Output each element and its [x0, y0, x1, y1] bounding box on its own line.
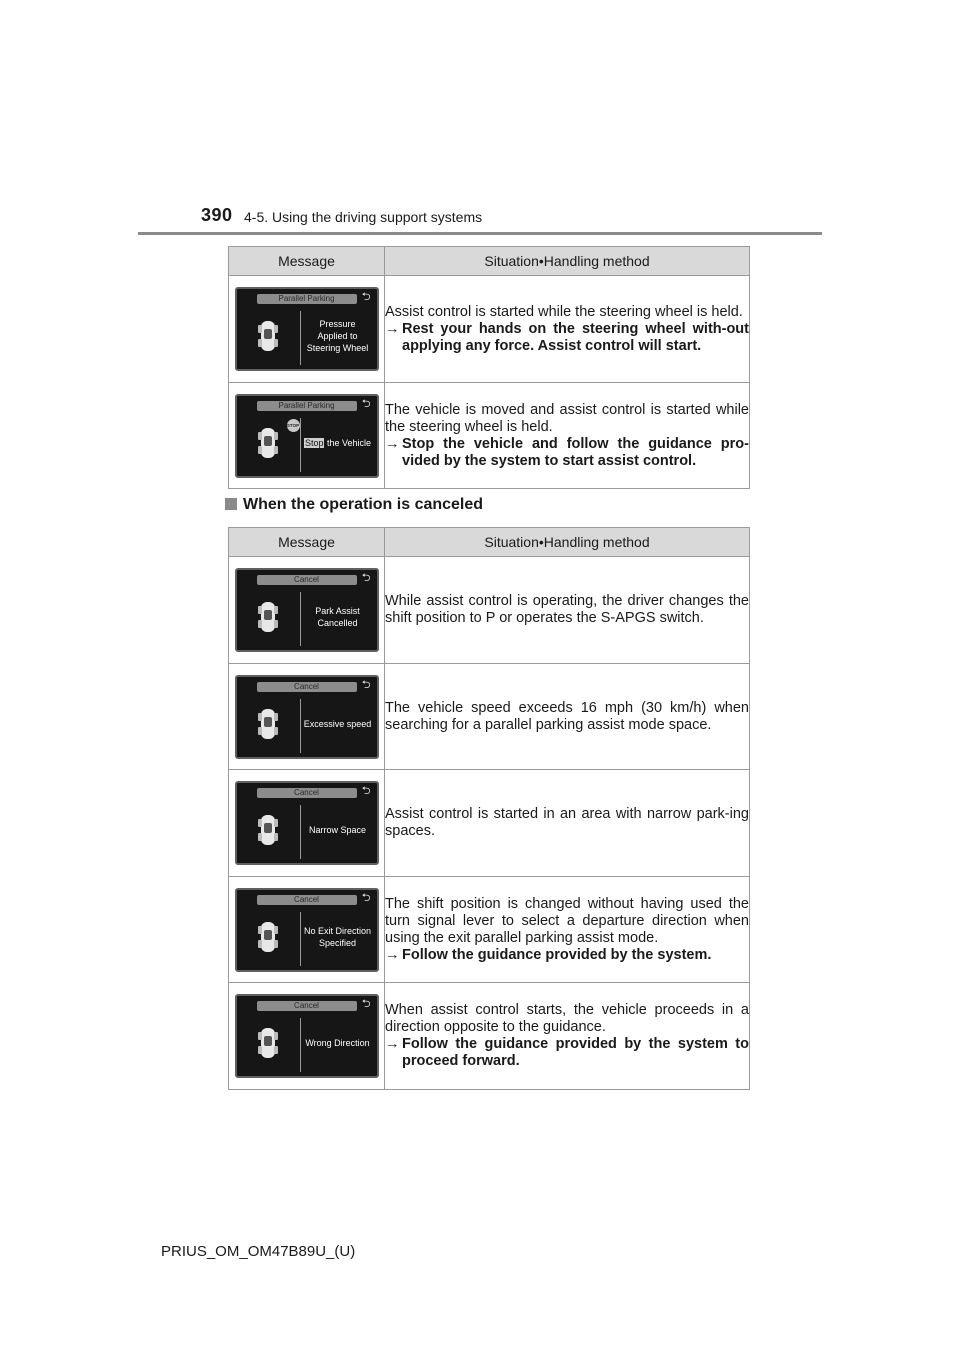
screen-message-line: Pressure [319, 319, 356, 329]
arrow-icon: → [385, 435, 400, 452]
wheel-mark [258, 833, 262, 841]
wheel-mark [258, 926, 262, 934]
wheel-mark [258, 620, 262, 628]
screen-message [303, 699, 373, 749]
car-icon [261, 922, 275, 952]
chapter-title: 4-5. Using the driving support systems [244, 209, 483, 225]
message-table-1 [228, 246, 750, 489]
situation-text: Assist control is started in an area with narrow park-ing spaces. [385, 806, 749, 839]
arrow-icon: → [385, 946, 400, 963]
screen-title-bar: Parallel Parking [257, 401, 357, 411]
screen-message-line: Steering Wheel [306, 343, 369, 353]
wheel-mark [258, 432, 262, 440]
column-header-situation: Situation•Handling method [385, 528, 750, 557]
wheel-mark [274, 940, 278, 948]
wheel-mark [274, 606, 278, 614]
wheel-mark [274, 620, 278, 628]
screen-message [303, 912, 373, 962]
wheel-mark [258, 713, 262, 721]
arrow-icon: → [385, 320, 400, 337]
wheel-mark [258, 1046, 262, 1054]
message-image-cell [229, 770, 385, 877]
wheel-mark [274, 819, 278, 827]
table-header-row [229, 247, 750, 276]
header-rule [138, 232, 822, 235]
situation-cell [385, 557, 750, 664]
screen-message [303, 418, 373, 468]
screen-divider [300, 805, 301, 859]
screen-message-line: No Exit Direction [303, 925, 372, 936]
display-screenshot [235, 287, 379, 371]
wheel-mark [274, 926, 278, 934]
square-bullet-icon [225, 498, 237, 510]
handling-text: Rest your hands on the steering wheel with-out applying any force. Assist control will start. [402, 320, 749, 354]
column-header-situation: Situation•Handling method [385, 247, 750, 276]
screen-message [303, 1018, 373, 1068]
screen-title-bar: Cancel [257, 575, 357, 585]
screen-message-line: Park Assist [315, 606, 360, 616]
wheel-mark [258, 339, 262, 347]
handling-text: Stop the vehicle and follow the guidance pro-vided by the system to start assist control. [402, 435, 749, 469]
wheel-mark [274, 1032, 278, 1040]
situation-cell [385, 383, 750, 489]
screen-message [303, 592, 373, 642]
handling-method [385, 947, 749, 964]
situation-cell [385, 276, 750, 383]
situation-text: When assist control starts, the vehicle proceeds in a direction opposite to the guidance. [385, 1002, 749, 1035]
wheel-mark [274, 727, 278, 735]
situation-cell [385, 983, 750, 1090]
situation-text: While assist control is operating, the driver changes the shift position to P or operates the S-APGS switch. [385, 593, 749, 626]
message-table-2 [228, 527, 750, 1090]
wheel-mark [258, 446, 262, 454]
display-screenshot [235, 675, 379, 759]
table-row [229, 276, 750, 383]
arrow-icon: → [385, 1036, 400, 1052]
table-row [229, 877, 750, 983]
document-code: PRIUS_OM_OM47B89U_(U) [161, 1243, 356, 1260]
screen-title-bar: Parallel Parking [257, 294, 357, 304]
situation-text: Assist control is started while the steering wheel is held. [385, 303, 743, 320]
car-icon [261, 428, 275, 458]
table-row [229, 383, 750, 489]
car-icon [261, 815, 275, 845]
handling-text: Follow the guidance provided by the system. [402, 946, 712, 963]
back-arrow-icon: ⮌ [361, 291, 371, 303]
situation-cell [385, 664, 750, 770]
screen-divider [300, 699, 301, 753]
car-icon [261, 602, 275, 632]
table-row [229, 770, 750, 877]
table-row [229, 664, 750, 770]
wheel-mark [274, 446, 278, 454]
message-image-cell [229, 664, 385, 770]
handling-text: Follow the guidance provided by the system to proceed forward. [402, 1036, 749, 1069]
screen-message-line: Narrow Space [308, 825, 367, 835]
situation-text: The vehicle is moved and assist control is started while the steering wheel is held. [385, 401, 749, 435]
highlighted-word: Stop [304, 437, 324, 448]
display-screenshot [235, 888, 379, 972]
screen-title-bar: Cancel [257, 895, 357, 905]
screen-title-bar: Cancel [257, 682, 357, 692]
wheel-mark [274, 339, 278, 347]
screen-message-line: Specified [318, 937, 357, 948]
back-arrow-icon: ⮌ [361, 891, 371, 904]
situation-text: The vehicle speed exceeds 16 mph (30 km/h) when searching for a parallel parking assist mode space. [385, 699, 749, 733]
message-image-cell [229, 276, 385, 383]
screen-message-line: Applied to [317, 331, 358, 341]
wheel-mark [274, 432, 278, 440]
screen-divider [300, 592, 301, 646]
section-heading-text: When the operation is canceled [243, 496, 484, 513]
table-row [229, 983, 750, 1090]
screen-divider [300, 912, 301, 966]
message-image-cell [229, 557, 385, 664]
situation-text: The shift position is changed without having used the turn signal lever to select a departure direction when using the exit parallel parking assist mode. [385, 895, 749, 946]
display-screenshot [235, 568, 379, 652]
back-arrow-icon: ⮌ [361, 572, 371, 584]
wheel-mark [258, 325, 262, 333]
screen-message-line: Cancelled [317, 618, 358, 628]
display-screenshot [235, 994, 379, 1078]
handling-method [385, 321, 749, 355]
screen-title-bar: Cancel [257, 1001, 357, 1011]
car-icon [261, 321, 275, 351]
table-header-row [229, 528, 750, 557]
screen-divider [300, 1018, 301, 1072]
screen-divider [300, 311, 301, 365]
screen-title-bar: Cancel [257, 788, 357, 798]
wheel-mark [274, 833, 278, 841]
wheel-mark [258, 819, 262, 827]
page-number: 390 [201, 205, 233, 225]
section-heading [225, 496, 483, 514]
display-screenshot [235, 781, 379, 865]
wheel-mark [274, 325, 278, 333]
situation-cell [385, 877, 750, 983]
screen-message-line [304, 437, 371, 449]
back-arrow-icon: ⮌ [361, 785, 371, 797]
stop-sign-icon: STOP [287, 419, 300, 432]
column-header-message: Message [229, 247, 385, 276]
screen-message-line: Excessive speed [303, 718, 372, 729]
handling-method [385, 436, 749, 470]
wheel-mark [258, 940, 262, 948]
back-arrow-icon: ⮌ [361, 998, 371, 1010]
screen-message [303, 311, 373, 361]
back-arrow-icon: ⮌ [361, 678, 371, 691]
car-icon [261, 1028, 275, 1058]
back-arrow-icon: ⮌ [361, 397, 371, 410]
wheel-mark [274, 1046, 278, 1054]
wheel-mark [258, 606, 262, 614]
screen-divider [300, 418, 301, 472]
situation-cell [385, 770, 750, 877]
car-icon [261, 709, 275, 739]
message-image-cell [229, 983, 385, 1090]
message-image-cell [229, 877, 385, 983]
wheel-mark [258, 1032, 262, 1040]
screen-message [303, 805, 373, 855]
column-header-message: Message [229, 528, 385, 557]
message-image-cell [229, 383, 385, 489]
wheel-mark [258, 727, 262, 735]
table-row [229, 557, 750, 664]
display-screenshot [235, 394, 379, 478]
handling-method [385, 1036, 749, 1070]
screen-message-rest: the Vehicle [324, 437, 372, 448]
screen-message-line: Wrong Direction [305, 1038, 370, 1048]
wheel-mark [274, 713, 278, 721]
